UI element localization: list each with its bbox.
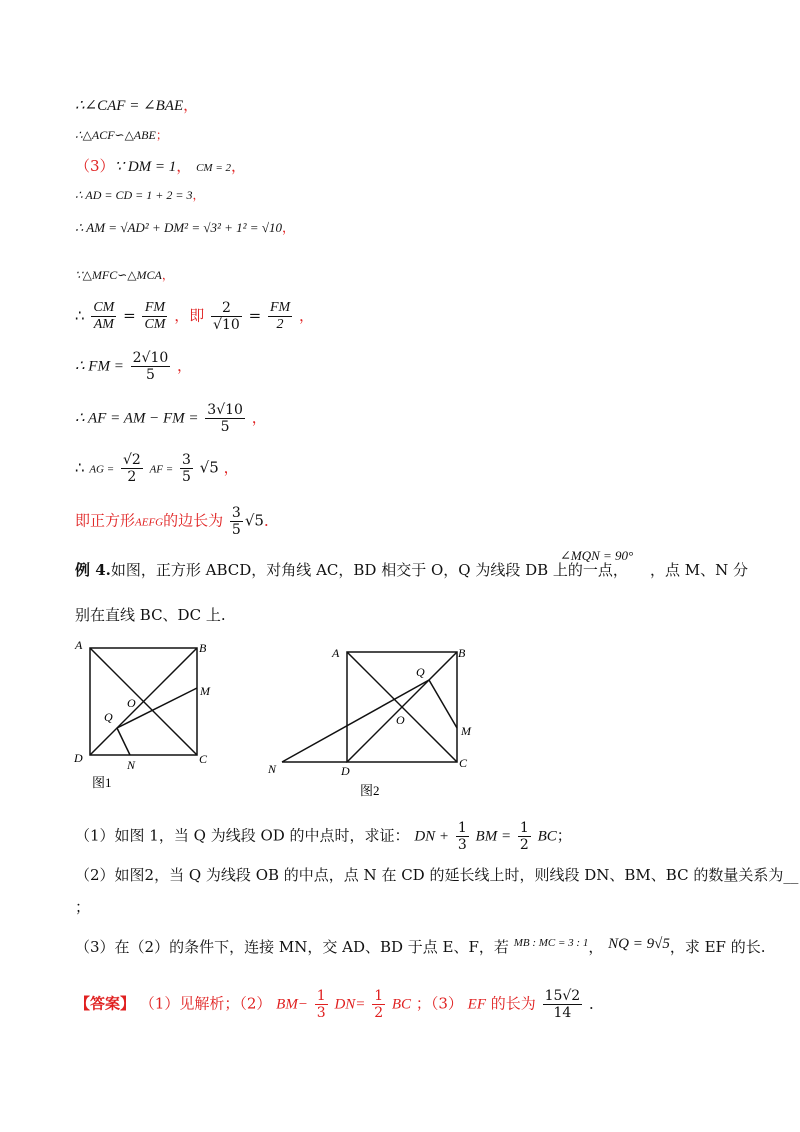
- question-1: （1）如图 1，当 Q 为线段 OD 的中点时，求证： DN + $\frac{1}{3}$ BM = $\frac{1}{2}$ BC；: [75, 820, 572, 853]
- line-ad-cd: ∴ AD = CD = 1 + 2 = 3，: [75, 188, 205, 202]
- line-af: ∴ AF = AM − FM = $\frac{3√10}{5}$ ，: [75, 402, 267, 435]
- line-part3-given: （3）∵ DM = 1， CM = 2，: [75, 157, 247, 175]
- fig2-label-b: B: [458, 646, 466, 660]
- example-4-statement: 例 4.如图，正方形 ABCD，对角线 AC，BD 相交于 O，Q 为线段 DB 上的一点，: [75, 561, 628, 579]
- fig2-label-a: A: [332, 646, 340, 660]
- fig2-label-c: C: [459, 756, 468, 770]
- fig1-label-c: C: [199, 752, 208, 766]
- fig2-label-m: M: [461, 724, 471, 738]
- line-ag: ∴ AG = $\frac{√2}{2}$ AF = $\frac{3}{5}$ √5 ，: [75, 452, 239, 485]
- fig1-label-d: D: [74, 751, 83, 765]
- line-am: ∴ AM = √AD² + DM² = √3² + 1² = √10，: [75, 220, 295, 236]
- figure-2: [262, 640, 492, 805]
- line-similar-2: ∵△MFC∽△MCA，: [75, 268, 174, 282]
- fig1-label-a: A: [75, 638, 83, 652]
- fig1-label-n: N: [127, 758, 136, 772]
- line-fm: ∴ FM = $\frac{2√10}{5}$ ，: [75, 350, 193, 383]
- question-2-end: ；: [75, 898, 91, 916]
- example-angle: ∠MQN = 90°: [560, 548, 634, 563]
- example-tail: ，点 M、N 分: [650, 561, 749, 579]
- fig2-label-o: O: [396, 713, 405, 727]
- fig2-label-d: D: [341, 764, 350, 778]
- fig1-caption: 图1: [92, 775, 112, 790]
- answer: 【答案】 （1）见解析；（2） BM− $\frac{1}{3}$ DN= $\frac{1}{2}$ BC ；（3） EF 的长为 $\frac{15√2}{14}$ ．: [75, 988, 605, 1021]
- fig2-caption: 图2: [360, 783, 380, 798]
- fig2-label-q: Q: [416, 665, 425, 679]
- figure-1: [70, 635, 220, 805]
- line-angle-equal: ∴∠CAF = ∠BAE，: [75, 96, 199, 114]
- fig1-label-b: B: [199, 641, 207, 655]
- fig1-label-q: Q: [104, 710, 113, 724]
- line-ratio: ∴ $\frac{CM}{AM}$ = $\frac{FM}{CM}$ ，即 $\frac{2}{√10}$ = $\frac{FM}{2}$ ，: [75, 300, 314, 333]
- fig1-label-m: M: [200, 684, 210, 698]
- fig2-segment-qn: [282, 680, 429, 762]
- example-4-statement-2: 别在直线 BC、DC 上.: [75, 606, 226, 624]
- line-conclusion: 即正方形AEFG的边长为 $\frac{3}{5}$ √5．: [75, 505, 279, 538]
- question-2: （2）如图2，当 Q 为线段 OB 的中点，点 N 在 CD 的延长线上时，则线段 DN、BM、BC 的数量关系为__: [75, 866, 799, 884]
- line-similar-1: ∴△ACF∽△ABE；: [75, 128, 168, 142]
- question-3: （3）在（2）的条件下，连接 MN，交 AD、BD 于点 E、F，若 $^{MB : MC = 3 : 1}$， NQ = 9√5，求 EF 的长.: [75, 936, 766, 956]
- fig2-label-n: N: [268, 762, 277, 776]
- fig1-segment-qn: [117, 728, 130, 755]
- fig1-label-o: O: [127, 696, 136, 710]
- fig2-segment-qm: [429, 680, 457, 728]
